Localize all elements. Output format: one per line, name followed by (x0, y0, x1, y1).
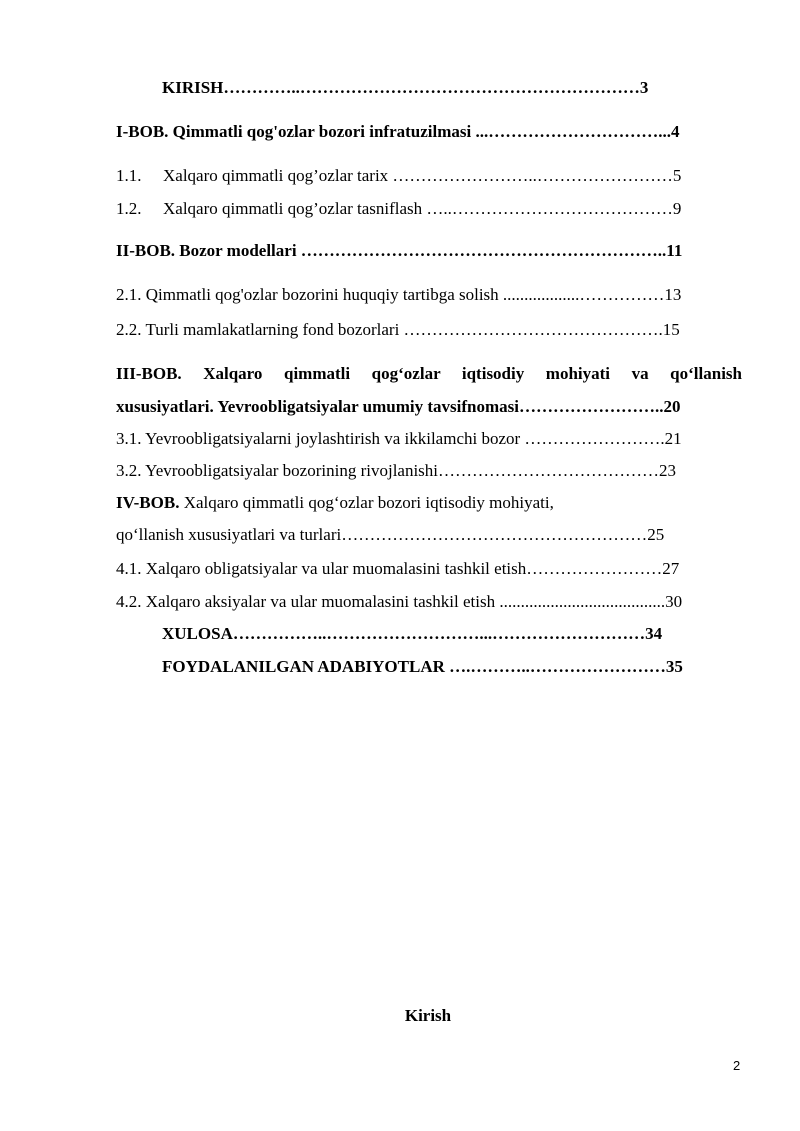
toc-chapter-4-line-2: qo‘llanish xususiyatlari va turlari………………………………………………25 (116, 525, 665, 544)
toc-section-1-1-number: 1.1. (116, 166, 142, 185)
toc-chapter-3-line-1: III-BOB. Xalqaro qimmatli qog‘ozlar iqtisodiy mohiyati va qo‘llanish (116, 364, 742, 383)
toc-chapter-1: I-BOB. Qimmatli qog'ozlar bozori infratuzilmasi ...…………………………...4 (116, 122, 680, 141)
toc-chapter-3-line-2: xususiyatlari. Yevroobligatsiyalar umumiy tavsifnomasi……………………..20 (116, 397, 681, 416)
toc-kirish: KIRISH…………..……………………………………………………3 (162, 78, 649, 97)
toc-chapter-4-label: IV-BOB. (116, 493, 180, 512)
toc-section-2-2: 2.2. Turli mamlakatlarning fond bozorlari ……………………………………….15 (116, 320, 680, 339)
toc-section-1-2-number: 1.2. (116, 199, 142, 218)
toc-section-3-2: 3.2. Yevroobligatsiyalar bozorining rivojlanishi…………………………………23 (116, 461, 677, 480)
toc-adabiyotlar: FOYDALANILGAN ADABIYOTLAR ….………..……………………35 (162, 657, 683, 676)
toc-section-1-1: Xalqaro qimmatli qog’ozlar tarix ……………………..……………………5 (163, 166, 682, 185)
toc-section-3-1: 3.1. Yevroobligatsiyalarni joylashtirish va ikkilamchi bozor …………………….21 (116, 429, 682, 448)
toc-chapter-2: II-BOB. Bozor modellari ………………………………………………………..11 (116, 241, 683, 260)
toc-chapter-4-title: Xalqaro qimmatli qog‘ozlar bozori iqtisodiy mohiyati, (179, 493, 554, 512)
section-title: Kirish (404, 1006, 452, 1025)
toc-section-4-2: 4.2. Xalqaro aksiyalar va ular muomalasini tashkil etish .......................................30 (116, 592, 683, 611)
toc-xulosa: XULOSA……………..………………………...………………………34 (162, 624, 663, 643)
toc-section-2-1: 2.1. Qimmatli qog'ozlar bozorini huquqiy tartibga solish ..................……………13 (116, 285, 682, 304)
page-number: 2 (733, 1058, 741, 1073)
toc-section-4-1: 4.1. Xalqaro obligatsiyalar va ular muomalasini tashkil etish……………………27 (116, 559, 680, 578)
toc-chapter-4-line-1 (116, 492, 554, 514)
toc-section-1-2: Xalqaro qimmatli qog’ozlar tasniflash …..…………………………………9 (163, 199, 682, 218)
